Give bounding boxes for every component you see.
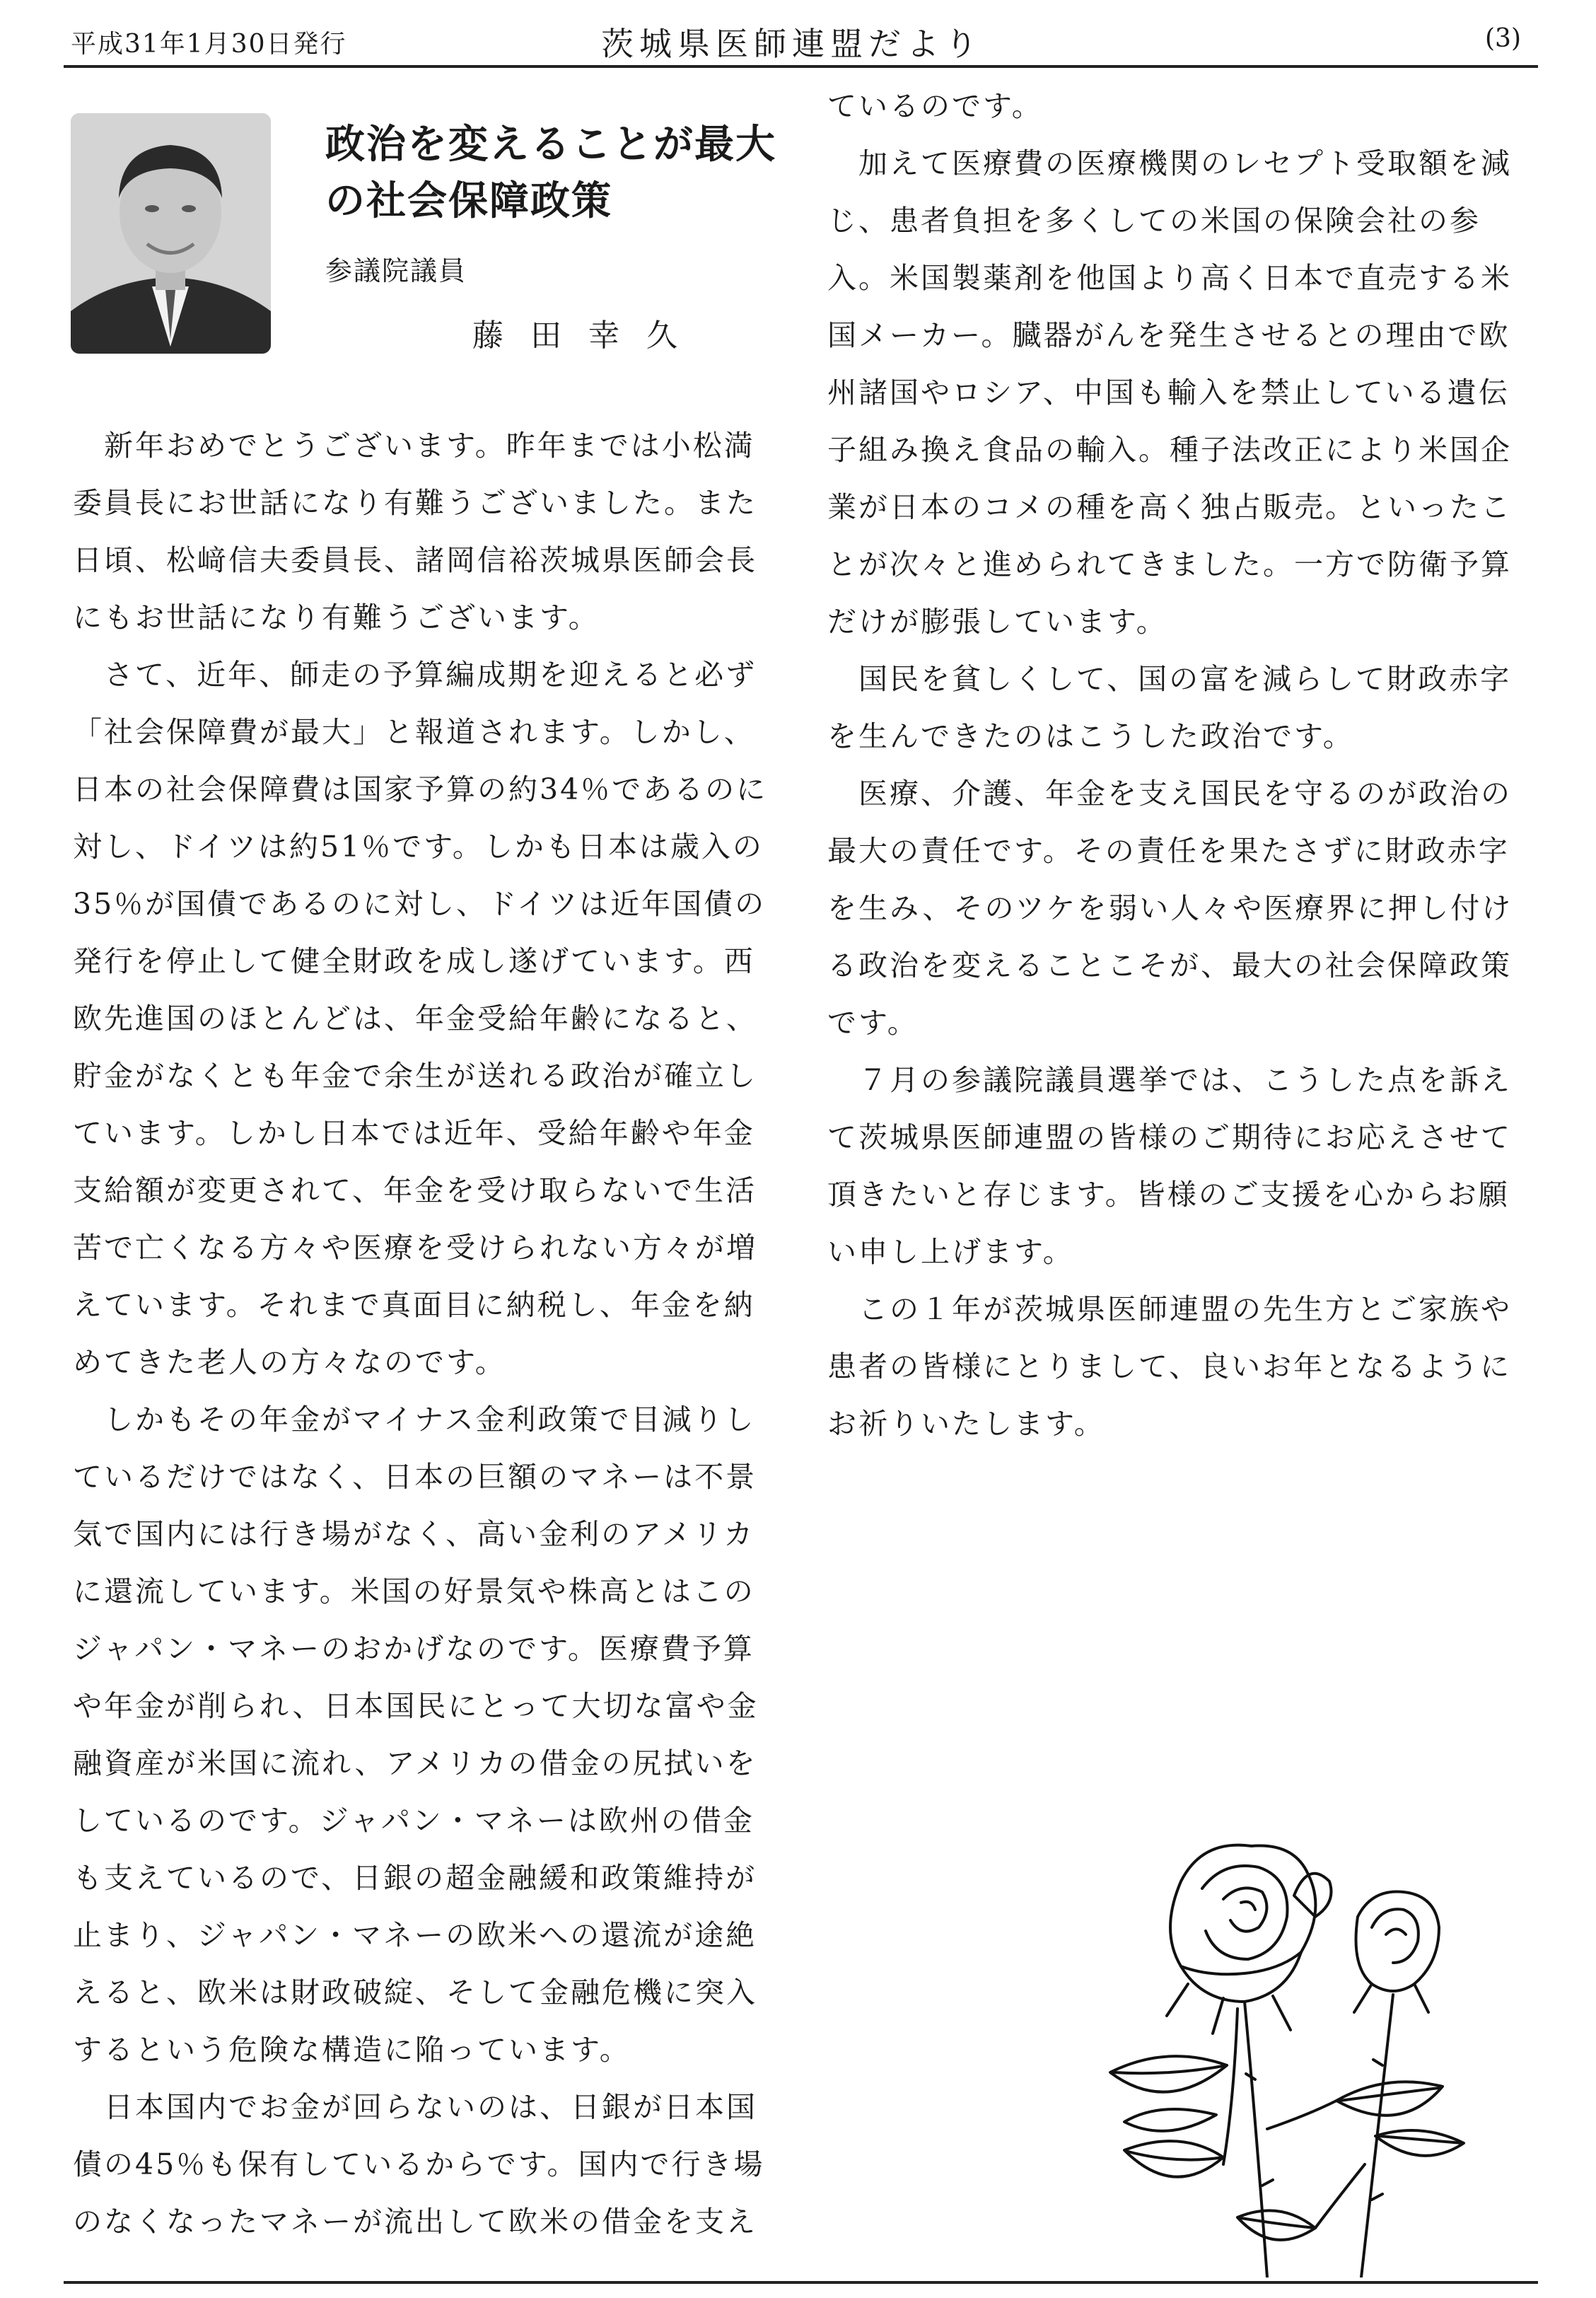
body-line: しかもその年金がマイナス金利政策で目減りし <box>73 1403 756 1437</box>
body-line: 頂きたいと存じます。皆様のご支援を心からお願 <box>827 1178 1510 1212</box>
body-line: えると、欧米は財政破綻、そして金融危機に突入 <box>73 1975 757 2009</box>
body-line: 患者の皆様にとりまして、良いお年となるように <box>827 1350 1512 1383</box>
body-line: です。 <box>827 1006 919 1040</box>
body-line: 35％が国債であるのに対し、ドイツは近年国債の <box>73 887 767 921</box>
body-line: る政治を変えることこそが、最大の社会保障政策 <box>827 948 1512 982</box>
body-line: 医療、介護、年金を支え国民を守るのが政治の <box>827 777 1512 811</box>
body-line: めてきた老人の方々なのです。 <box>73 1345 506 1379</box>
body-line: 国メーカー。臓器がんを発生させるとの理由で欧 <box>827 318 1510 352</box>
body-line: 対し、ドイツは約51％です。しかも日本は歳入の <box>73 830 764 864</box>
body-line: ジャパン・マネーのおかげなのです。医療費予算 <box>73 1632 755 1666</box>
body-line: を生み、そのツケを弱い人々や医療界に押し付け <box>827 891 1513 925</box>
body-line: 委員長にお世話になり有難うございました。また <box>73 486 757 520</box>
body-line: 業が日本のコメの種を高く独占販売。といったこ <box>827 490 1512 524</box>
body-line: に還流しています。米国の好景気や株高とはこの <box>73 1574 755 1608</box>
body-line: えています。それまで真面目に納税し、年金を納 <box>73 1288 755 1322</box>
body-line: 子組み換え食品の輸入。種子法改正により米国企 <box>827 433 1512 467</box>
body-line: 気で国内には行き場がなく、高い金利のアメリカ <box>73 1517 755 1551</box>
body-line: 止まり、ジャパン・マネーの欧米への還流が途絶 <box>73 1918 757 1952</box>
body-line: しているのです。ジャパン・マネーは欧州の借金 <box>73 1804 755 1838</box>
body-line: 融資産が米国に流れ、アメリカの借金の尻拭いを <box>73 1746 757 1780</box>
footer-divider <box>64 2281 1538 2284</box>
issue-date: 平成31年1月30日発行 <box>71 30 347 59</box>
body-line: ています。しかし日本では近年、受給年齢や年金 <box>73 1116 755 1150</box>
body-line: さて、近年、師走の予算編成期を迎えると必ず <box>73 658 757 692</box>
body-line: て茨城県医師連盟の皆様のご期待にお応えさせて <box>827 1120 1512 1154</box>
body-line: い申し上げます。 <box>827 1235 1074 1269</box>
body-line: にもお世話になり有難うございます。 <box>73 600 600 634</box>
body-line: 欧先進国のほとんどは、年金受給年齢になると、 <box>73 1002 757 1035</box>
left-column <box>73 417 773 2251</box>
newsletter-title: 茨城県医師連盟だより <box>601 25 983 63</box>
body-line: 日本国内でお金が回らないのは、日銀が日本国 <box>73 2090 757 2124</box>
body-line: 「社会保障費が最大」と報道されます。しかし、 <box>73 715 755 749</box>
body-line: 債の45％も保有しているからです。国内で行き場 <box>73 2147 765 2181</box>
body-line: 入。米国製薬剤を他国より高く日本で直売する米 <box>827 261 1512 295</box>
body-line: 新年おめでとうございます。昨年までは小松満 <box>73 429 755 463</box>
article-title-line-1: 政治を変えることが最大 <box>325 121 776 168</box>
body-line: 加えて医療費の医療機関のレセプト受取額を減 <box>827 146 1512 180</box>
body-line: 貯金がなくとも年金で余生が送れる政治が確立し <box>73 1059 757 1093</box>
author-photo <box>71 113 271 354</box>
portrait-illustration <box>71 113 271 354</box>
body-line: を生んできたのはこうした政治です。 <box>827 719 1354 753</box>
body-line: や年金が削られ、日本国民にとって大切な富や金 <box>73 1689 759 1723</box>
author-name: 藤田幸久 <box>472 318 704 354</box>
body-line: 最大の責任です。その責任を果たさずに財政赤字 <box>827 834 1510 868</box>
body-line: 苦で亡くなる方々や医療を受けられない方々が増 <box>73 1231 757 1265</box>
body-line: とが次々と進められてきました。一方で防衛予算 <box>827 547 1512 581</box>
body-line: 日本の社会保障費は国家予算の約34％であるのに <box>73 772 768 806</box>
body-line: のなくなったマネーが流出して欧米の借金を支え <box>73 2205 757 2239</box>
body-line: じ、患者負担を多くしての米国の保険会社の参 <box>827 204 1481 238</box>
page-number: (3) <box>1485 24 1521 53</box>
right-column <box>827 78 1534 1453</box>
body-line: 支給額が変更されて、年金を受け取らないで生活 <box>73 1173 757 1207</box>
body-line: も支えているので、日銀の超金融緩和政策維持が <box>73 1861 757 1895</box>
author-role: 参議院議員 <box>325 255 467 286</box>
body-line: だけが膨張しています。 <box>827 605 1167 639</box>
rose-illustration <box>1082 1832 1485 2277</box>
body-line: この１年が茨城県医師連盟の先生方とご家族や <box>827 1292 1512 1326</box>
body-line: するという危険な構造に陥っています。 <box>73 2033 631 2067</box>
body-line: 日頃、松﨑信夫委員長、諸岡信裕茨城県医師会長 <box>73 543 757 577</box>
body-line: ているのです。 <box>827 89 1043 123</box>
header-divider <box>64 65 1538 68</box>
article-title-line-2: の社会保障政策 <box>325 178 612 224</box>
body-line: 国民を貧しくして、国の富を減らして財政赤字 <box>827 662 1512 696</box>
body-line: ７月の参議院議員選挙では、こうした点を訴え <box>827 1063 1512 1097</box>
body-line: 発行を停止して健全財政を成し遂げています。西 <box>73 944 755 978</box>
body-line: お祈りいたします。 <box>827 1407 1105 1441</box>
body-line: ているだけではなく、日本の巨額のマネーは不景 <box>73 1460 757 1494</box>
body-line: 州諸国やロシア、中国も輸入を禁止している遺伝 <box>827 376 1510 410</box>
